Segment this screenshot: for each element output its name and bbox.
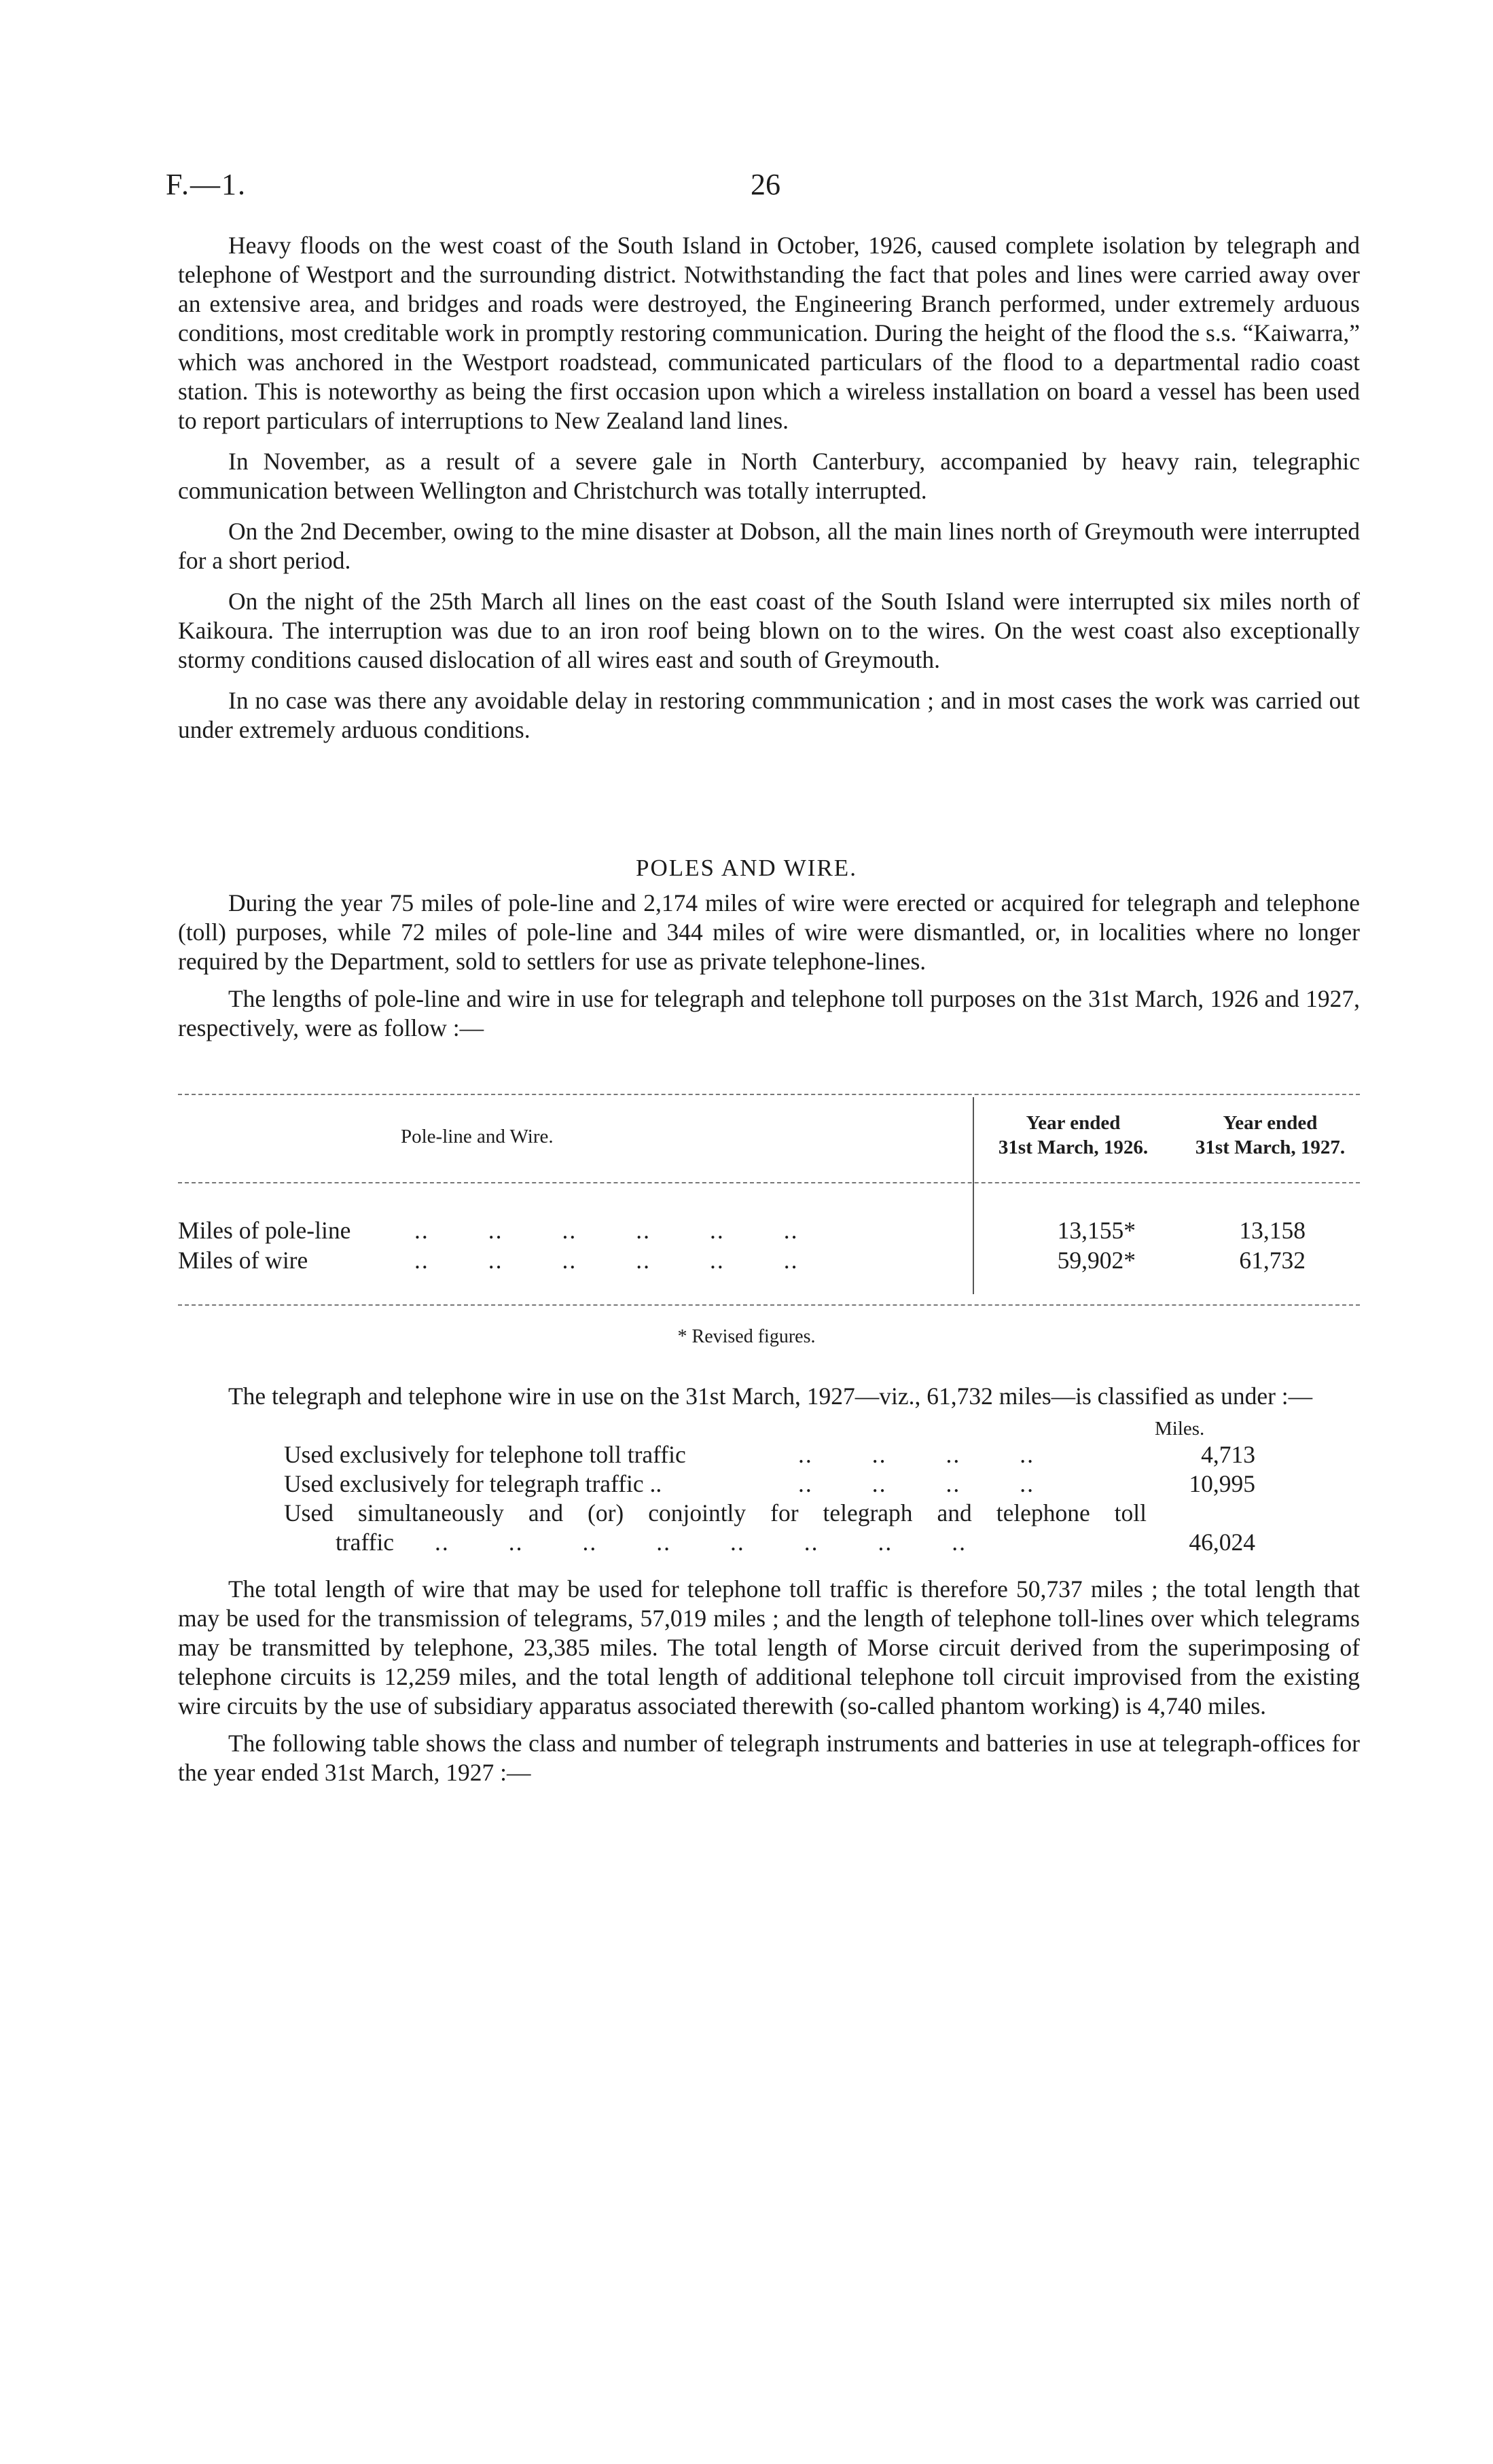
table-header-1927-line2: 31st March, 1927.	[1195, 1137, 1346, 1158]
paragraph-no-delay: In no case was there any avoidable delay in restoring commmunication ; and in most cases the work was carried out under extremely arduous conditions.	[178, 687, 1360, 743]
row-label-wire: Miles of wire	[178, 1247, 308, 1274]
classification-unit: Miles.	[1155, 1418, 1205, 1440]
classification-item-value: 46,024	[1189, 1529, 1255, 1556]
paragraph-gale: In November, as a result of a severe gale in North Canterbury, accompanied by heavy rain, telegraphic communication between Wellington and Christchurch was totally interrupted.	[178, 448, 1360, 504]
section-heading: POLES AND WIRE.	[636, 855, 857, 881]
table-header-rule	[178, 1182, 1360, 1183]
page-number: 26	[751, 168, 780, 201]
row-leader-dots: .. .. .. .. .. ..	[414, 1247, 799, 1274]
table-top-rule	[178, 1094, 1360, 1095]
paragraph-classified: The telegraph and telephone wire in use on the 31st March, 1927—viz., 61,732 miles—is classified as under :—	[228, 1382, 1313, 1410]
classification-leader-dots: .. .. .. ..	[798, 1441, 1035, 1468]
row-value-wire-1926: 59,902*	[1057, 1247, 1136, 1274]
classification-leader-dots: .. .. .. .. .. .. .. ..	[435, 1529, 967, 1556]
paragraph-east-coast: On the night of the 25th March all lines on the east coast of the South Island were interrupted six miles north of Kaikoura. The interruption was due to an iron roof being blown on to the wires. On the west coast also exceptionally stormy conditions caused dislocation of all wires east and south of Greymouth.	[178, 588, 1360, 673]
row-leader-dots: .. .. .. .. .. ..	[414, 1217, 799, 1244]
section-text	[178, 889, 1360, 1043]
classification-intro	[178, 1382, 1360, 1411]
classification-item-label: Used simultaneously and (or) conjointly for telegraph and telephone toll	[284, 1499, 1147, 1526]
classification-item-label: Used exclusively for telegraph traffic ..	[284, 1470, 662, 1497]
paragraph-mine-disaster: On the 2nd December, owing to the mine disaster at Dobson, all the main lines north of Greymouth were interrupted for a short period.	[178, 518, 1360, 574]
intro-text	[178, 231, 1360, 745]
closing-text	[178, 1575, 1360, 1787]
classification-item-label-continued: traffic	[336, 1529, 395, 1556]
paragraph-total-length: The total length of wire that may be used for telephone toll traffic is therefore 50,737 miles ; the total length that may be used for the transmission of telegrams, 57,019 miles ; and the length of telephone toll-lines over which telegrams may be transmitted by telephone, 23,385 miles. The total length of Morse circuit derived from the superimposing of telephone circuits is 12,259 miles, and the total length of additional telephone toll circuit improvised from the existing wire circuits by the use of subsidiary apparatus associated therewith (so-called phantom working) is 4,740 miles.	[178, 1575, 1360, 1719]
row-value-pole-line-1927: 13,158	[1239, 1217, 1306, 1244]
document-reference: F.—1.	[166, 168, 247, 201]
classification-item-value: 10,995	[1189, 1470, 1255, 1497]
paragraph-erected: During the year 75 miles of pole-line and 2,174 miles of wire were erected or acquired for telegraph and telephone (toll) purposes, while 72 miles of pole-line and 344 miles of wire were dismantled, or, in localities where no longer required by the Department, sold to settlers for use as private telephone-lines.	[178, 889, 1360, 975]
table-header-1927-line1: Year ended	[1223, 1112, 1318, 1134]
row-label-pole-line: Miles of pole-line	[178, 1217, 351, 1244]
table-header-label: Pole-line and Wire.	[401, 1126, 554, 1147]
row-value-wire-1927: 61,732	[1239, 1247, 1306, 1274]
classification-item-value: 4,713	[1201, 1441, 1255, 1468]
row-value-pole-line-1926: 13,155*	[1057, 1217, 1136, 1244]
table-header-1926-line1: Year ended	[1026, 1112, 1121, 1134]
table-header-1926-line2: 31st March, 1926.	[998, 1137, 1149, 1158]
table-footnote: * Revised figures.	[677, 1326, 816, 1347]
table-column-divider	[973, 1097, 974, 1294]
table-bottom-rule	[178, 1304, 1360, 1306]
paragraph-lengths: The lengths of pole-line and wire in use for telegraph and telephone toll purposes on the 31st March, 1926 and 1927, respectively, were as follow :—	[178, 985, 1360, 1041]
classification-leader-dots: .. .. .. ..	[798, 1470, 1035, 1497]
paragraph-following-table: The following table shows the class and number of telegraph instruments and batteries in use at telegraph-offices for the year ended 31st March, 1927 :—	[178, 1730, 1360, 1786]
classification-item-label: Used exclusively for telephone toll traffic	[284, 1441, 686, 1468]
paragraph-floods: Heavy floods on the west coast of the South Island in October, 1926, caused complete isolation by telegraph and telephone of Westport and the surrounding district. Notwithstanding the fact that poles and lines were carried away over an extensive area, and bridges and roads were destroyed, the Engineering Branch performed, under extremely arduous conditions, most creditable work in promptly restoring communication. During the height of the flood the s.s. “Kaiwarra,” which was anchored in the Westport roadstead, communicated particulars of the flood to a departmental radio coast station. This is noteworthy as being the first occasion upon which a wireless installation on board a vessel has been used to report particulars of interruptions to New Zealand land lines.	[178, 232, 1360, 434]
